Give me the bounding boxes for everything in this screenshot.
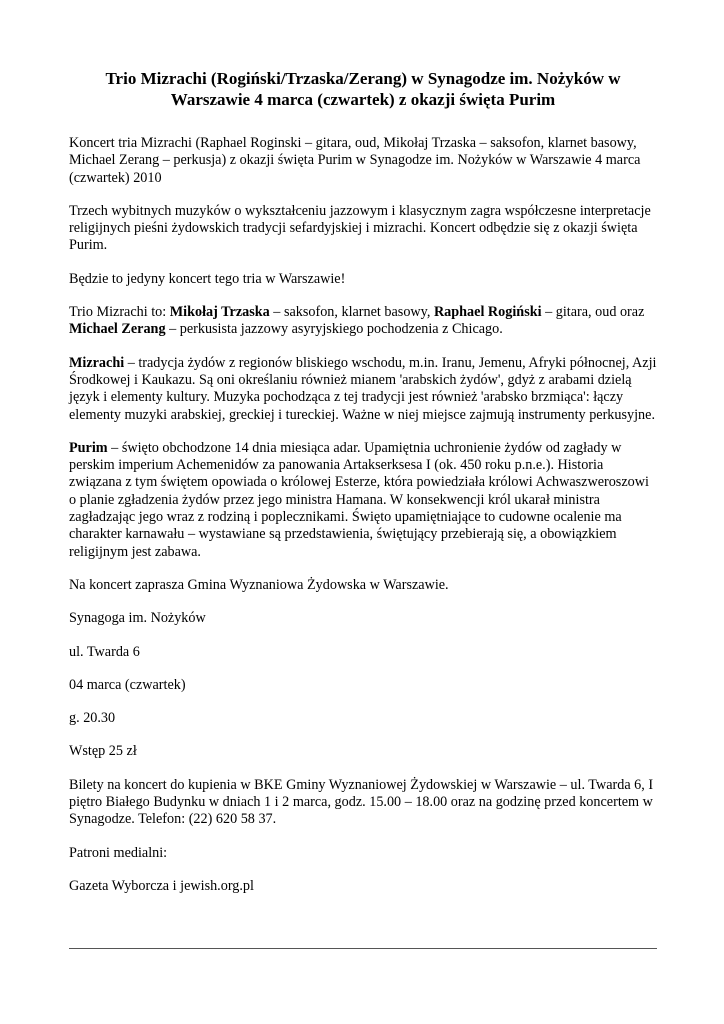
venue-line: Synagoga im. Nożyków bbox=[69, 610, 206, 627]
musician-role-trzaska: – saksofon, klarnet basowy, bbox=[269, 304, 434, 321]
mizrachi-term: Mizrachi bbox=[69, 354, 125, 371]
purim-term: Purim bbox=[69, 439, 108, 456]
time-line: g. 20.30 bbox=[69, 710, 116, 727]
lineup-intro: Trio Mizrachi to: bbox=[69, 304, 170, 321]
mizrachi-definition: – tradycja żydów z regionów bliskiego wschodu, m.in. Iranu, Jemenu, Afryki północnej, Azji Środkowej i Kaukazu. Są oni określaniu również mianem 'arabskich żydów', gdyż z arabami dzielą język i elementy kultury. Muzyka pochodząca z tej tradycji jest również 'arabsko brzmiąca': łączy elementy muzyki arabskiej, greckiej i tureckiej. Ważne w niej miejsce zajmują instrumenty perkusyjne. bbox=[69, 354, 657, 423]
purim-definition: – święto obchodzone 14 dnia miesiąca adar. Upamiętnia uchronienie żydów od zagłady w perskim imperium Achemenidów za panowania Artakserksesa I (ok. 450 roku p.n.e.). Historia związana z tym świętem opowiada o królowej Esterze, która powiedziała królowi Achwaszweroszowi o planie zgładzenia żydów przez jego ministra Hamana. W konsekwencji król ukarał ministra zagładzając jego wraz z rodziną i poplecznikami. Święto upamiętniające to cudowne ocalenie ma charakter karnawału – wystawiane są przedstawienia, świętujący przebierają się, a obowiązkiem religijnym jest zabawa. bbox=[69, 439, 649, 560]
intro-paragraph: Koncert tria Mizrachi (Raphael Roginski – gitara, oud, Mikołaj Trzaska – saksofon, klarnet basowy, Michael Zerang – perkusja) z okazji święta Purim w Synagodze im. Nożyków w Warszawie 4 marca (czwartek) 2010 bbox=[69, 135, 641, 186]
entry-fee-line: Wstęp 25 zł bbox=[69, 743, 137, 760]
tickets-paragraph: Bilety na koncert do kupienia w BKE Gminy Wyznaniowej Żydowskiej w Warszawie – ul. Twarda 6, I piętro Białego Budynku w dniach 1 i 2 marca, godz. 15.00 – 18.00 oraz na godzinę przed koncertem w Synagodze. Telefon: (22) 620 58 37. bbox=[69, 776, 654, 828]
description-paragraph: Trzech wybitnych muzyków o wykształceniu jazzowym i klasycznym zagra współczesne interpretacje religijnych pieśni żydowskich tradycji sefardyjskiej i mizrachi. Koncert odbędzie się z okazji święta Purim. bbox=[69, 202, 651, 254]
date-line: 04 marca (czwartek) bbox=[69, 676, 186, 693]
exclusive-concert-paragraph: Będzie to jedyny koncert tego tria w Warszawie! bbox=[69, 270, 346, 287]
musician-name-roginski: Raphael Rogiński bbox=[433, 304, 542, 321]
musician-role-roginski: – gitara, oud oraz bbox=[541, 304, 645, 321]
document-body bbox=[69, 68, 657, 911]
invitation-paragraph: Na koncert zaprasza Gmina Wyznaniowa Żydowska w Warszawie. bbox=[69, 576, 449, 593]
lineup-paragraph bbox=[69, 304, 657, 339]
purim-paragraph bbox=[69, 440, 657, 561]
document-title: Trio Mizrachi (Rogiński/Trzaska/Zerang) w Synagodze im. Nożyków w Warszawie 4 marca (czwartek) z okazji święta Purim bbox=[105, 69, 621, 109]
address-line: ul. Twarda 6 bbox=[69, 643, 140, 660]
media-patrons: Gazeta Wyborcza i jewish.org.pl bbox=[69, 877, 254, 894]
musician-name-trzaska: Mikołaj Trzaska bbox=[169, 304, 270, 321]
musician-name-zerang: Michael Zerang bbox=[69, 321, 166, 338]
footer-divider bbox=[69, 948, 657, 949]
mizrachi-paragraph bbox=[69, 355, 657, 424]
musician-role-zerang: – perkusista jazzowy asyryjskiego pochodzenia z Chicago. bbox=[165, 321, 503, 338]
media-patrons-label: Patroni medialni: bbox=[69, 844, 168, 861]
